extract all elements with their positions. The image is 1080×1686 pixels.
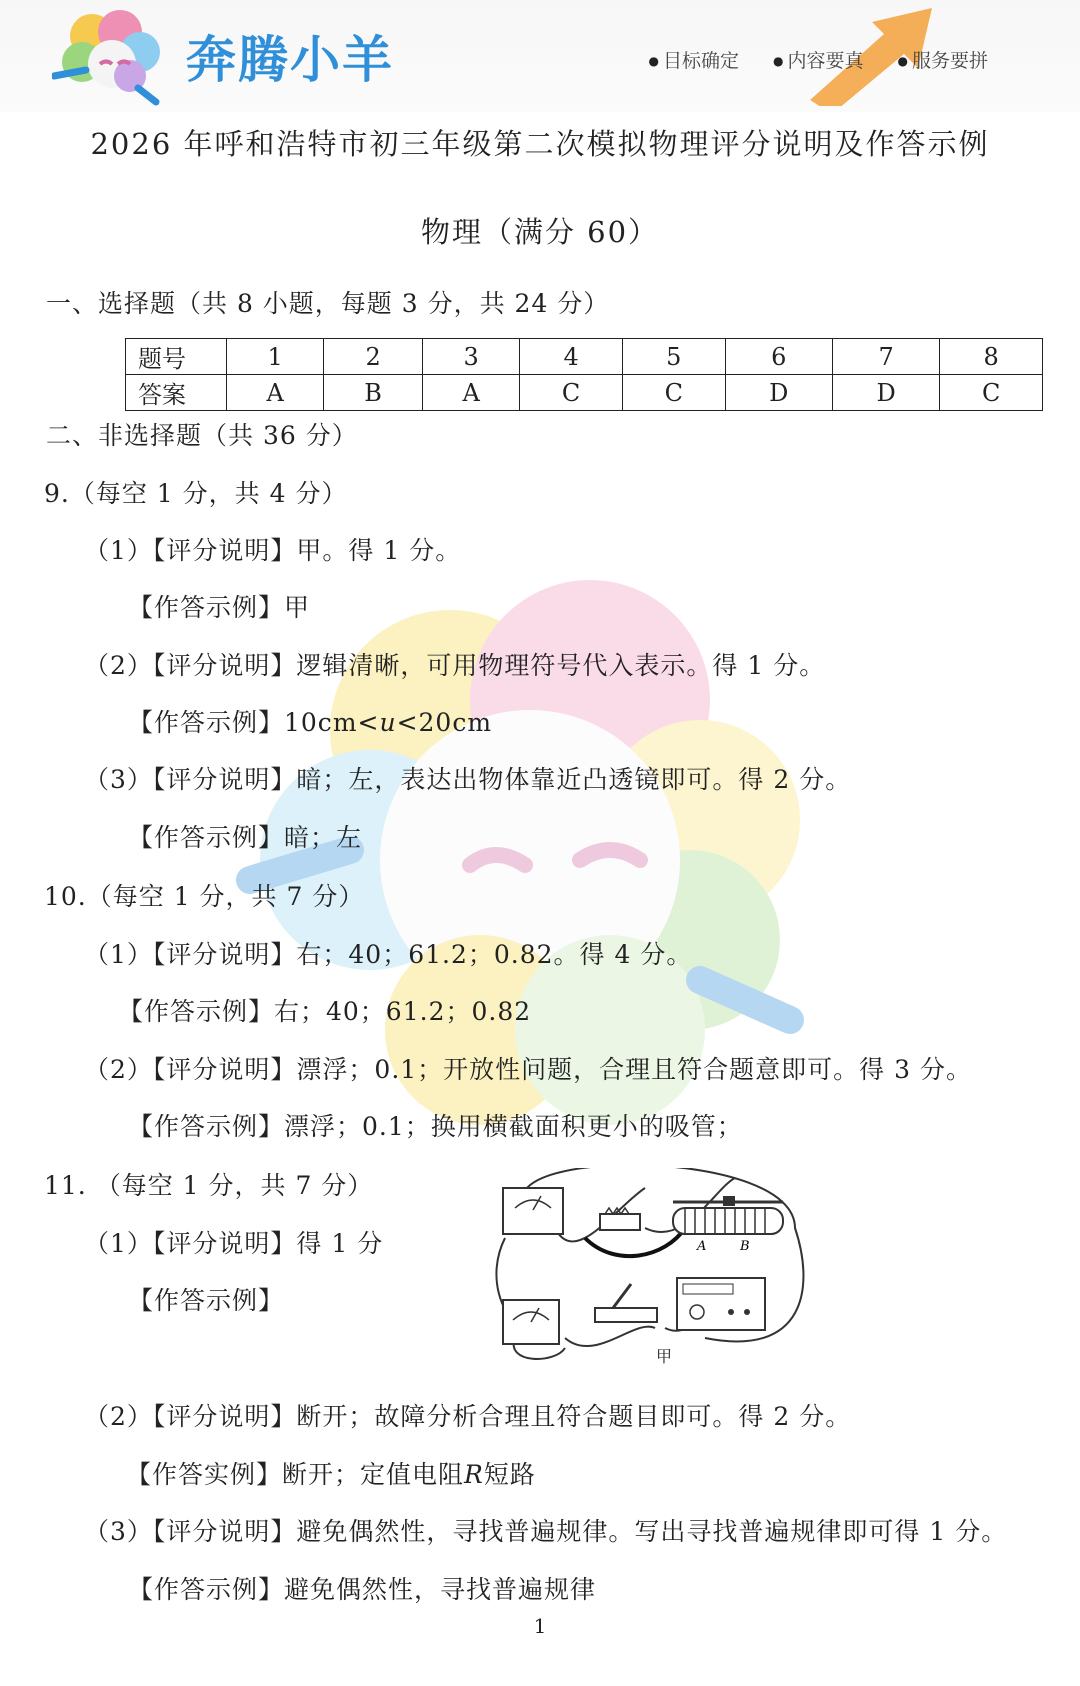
question-heading: 9.（每空 1 分，共 4 分） [44,479,348,508]
table-cell: 题号 [126,339,227,375]
terminal-label-a: A [697,1239,707,1254]
scoring-rule: （2）【评分说明】断开；故障分析合理且符合题目即可。得 2 分。 [84,1402,852,1431]
scoring-rule: （1）【评分说明】甲。得 1 分。 [84,536,462,565]
question-heading: 11. （每空 1 分，共 7 分） [44,1171,374,1200]
document-title: 2026 年呼和浩特市初三年级第二次模拟物理评分说明及作答示例 [90,127,990,161]
table-cell: C [940,375,1043,411]
sheep-logo-icon [52,6,172,106]
table-cell: D [832,375,939,411]
page-number: 1 [533,1614,547,1638]
answer-example: 【作答示例】 [128,1286,285,1315]
header-banner [0,0,1080,112]
table-cell: A [423,375,520,411]
question-heading: 10.（每空 1 分，共 7 分） [44,882,365,911]
table-cell: A [227,375,324,411]
table-cell: 4 [520,339,623,375]
table-cell: C [520,375,623,411]
answer-example: 【作答示例】暗；左 [128,823,363,852]
math-variable: R [464,1460,484,1489]
scoring-rule: （3）【评分说明】避免偶然性，寻找普遍规律。写出寻找普遍规律即可得 1 分。 [84,1517,1008,1546]
section-heading: 二、非选择题（共 36 分） [46,421,358,450]
table-cell: 7 [832,339,939,375]
table-cell: 3 [423,339,520,375]
slogan-list [649,46,989,73]
answer-text: 【作答实例】断开；定值电阻 [126,1460,465,1489]
scoring-rule: （1）【评分说明】右；40；61.2；0.82。得 4 分。 [84,940,693,969]
answer-example: 【作答示例】漂浮；0.1；换用横截面积更小的吸管； [128,1112,743,1141]
document-subtitle: 物理（满分 60） [420,215,660,249]
answer-example: 【作答示例】右；40；61.2；0.82 [118,997,532,1026]
slogan-item: ● 内容要真 [773,46,864,73]
answer-example: 【作答示例】甲 [128,593,311,622]
scoring-rule: （2）【评分说明】逻辑清晰，可用物理符号代入表示。得 1 分。 [84,651,826,680]
table-row [126,375,1043,411]
table-cell: B [324,375,423,411]
scoring-rule: （1）【评分说明】得 1 分 [84,1229,384,1258]
figure-caption: 甲 [656,1347,673,1366]
slogan-item: ● 服务要拼 [898,46,989,73]
answer-example [128,703,492,739]
scoring-rule: （3）【评分说明】暗；左，表达出物体靠近凸透镜即可。得 2 分。 [84,765,852,794]
table-cell: 5 [622,339,725,375]
circuit-diagram [495,1168,817,1364]
answer-text: 短路 [483,1460,536,1489]
answer-text: <20cm [396,708,493,737]
table-cell: D [725,375,832,411]
section-heading: 一、选择题（共 8 小题，每题 3 分，共 24 分） [46,289,610,318]
brand-name: 奔腾小羊 [186,31,394,89]
math-variable: u [379,708,397,737]
answer-example [126,1455,536,1491]
table-cell: 2 [324,339,423,375]
table-cell: 8 [940,339,1043,375]
table-cell: C [622,375,725,411]
answer-example: 【作答示例】避免偶然性，寻找普遍规律 [128,1575,597,1604]
slogan-item: ● 目标确定 [649,46,740,73]
table-row [126,339,1043,375]
terminal-label-b: B [740,1239,750,1254]
scoring-rule: （2）【评分说明】漂浮；0.1；开放性问题，合理且符合题意即可。得 3 分。 [84,1055,972,1084]
table-cell: 6 [725,339,832,375]
table-cell: 答案 [126,375,227,411]
answer-text: 【作答示例】10cm< [128,708,380,737]
answer-table [125,338,1043,411]
table-cell: 1 [227,339,324,375]
